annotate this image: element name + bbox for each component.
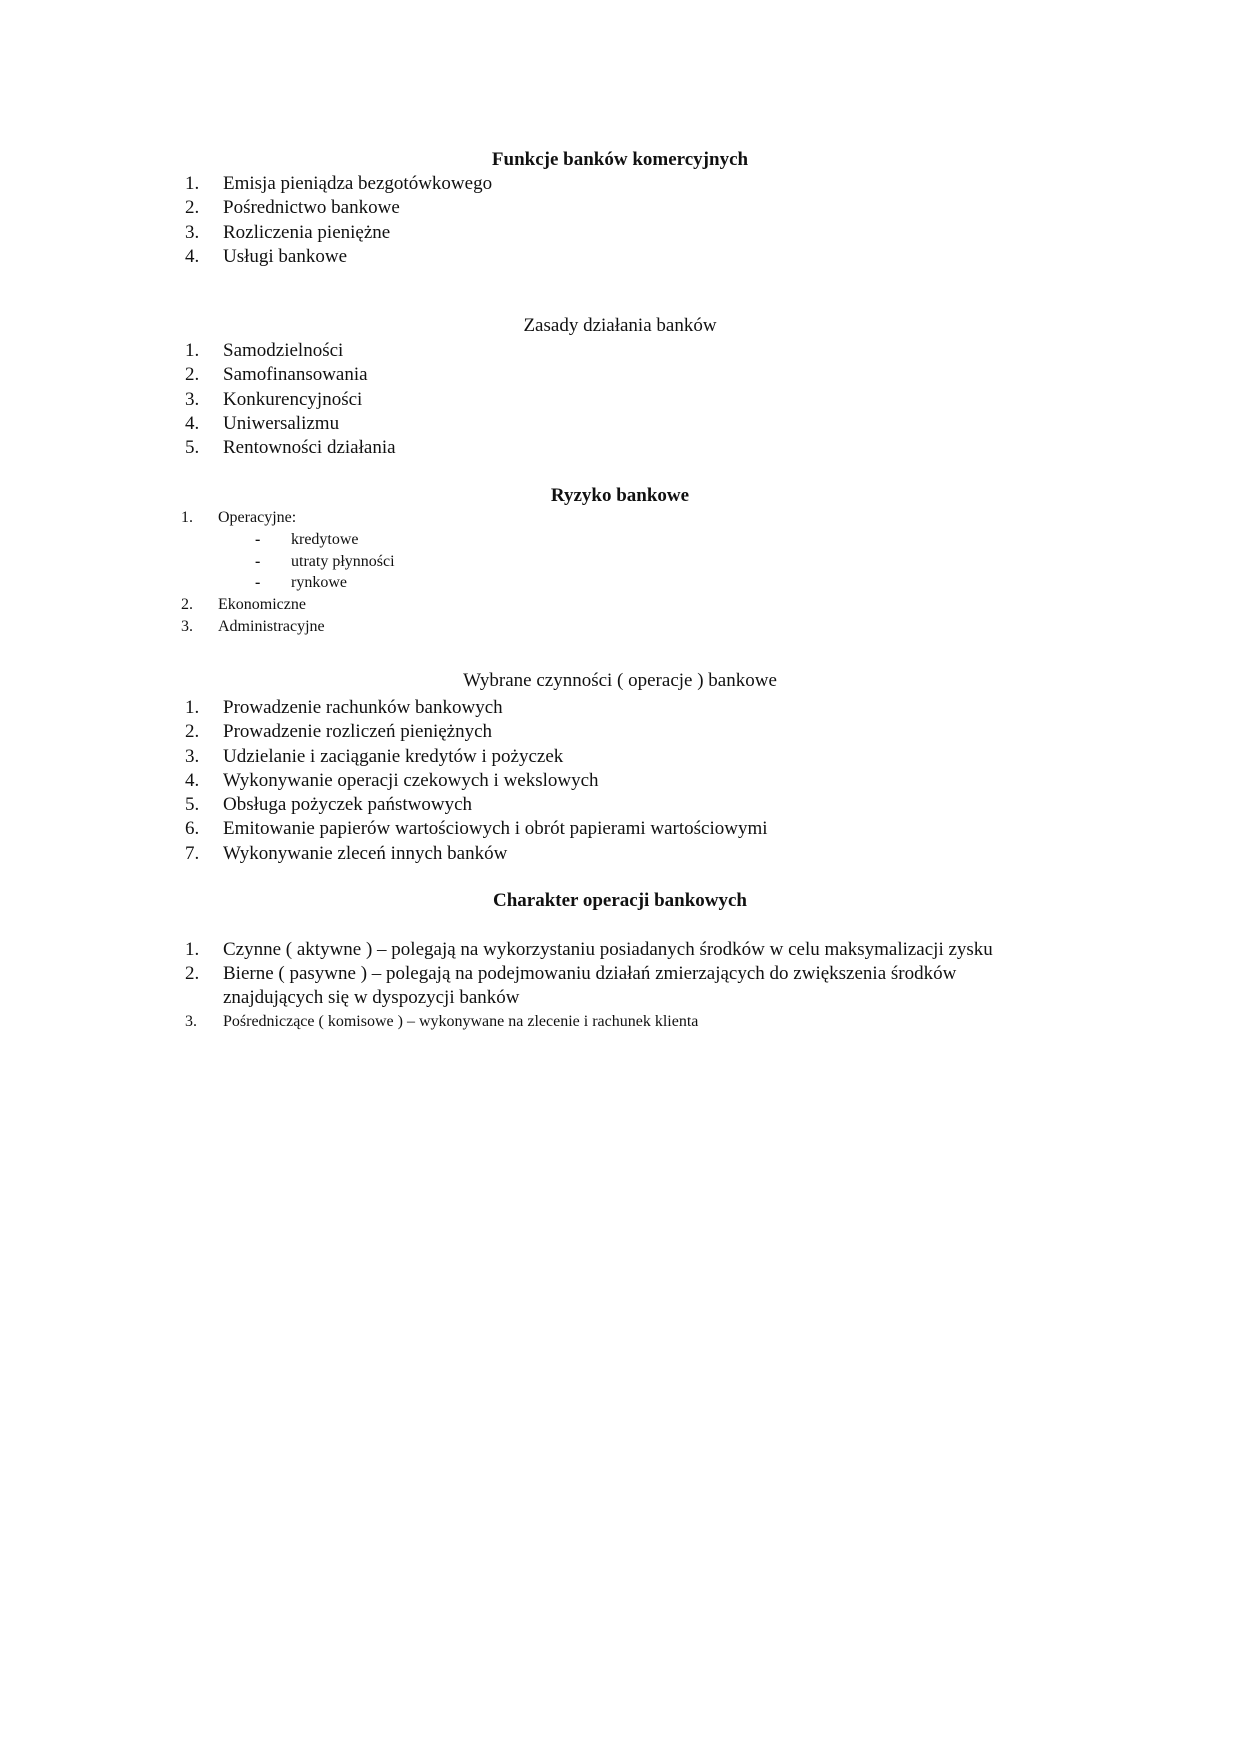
item-number: 4. <box>185 412 200 434</box>
dash-bullet: - <box>255 574 261 592</box>
list-item <box>0 696 1240 720</box>
item-text: Pośrednictwo bankowe <box>223 197 400 219</box>
item-number: 2. <box>185 197 200 219</box>
list-item <box>0 720 1240 744</box>
heading-charakter: Charakter operacji bankowych <box>492 890 748 911</box>
item-text: Administracyjne <box>218 617 325 635</box>
item-text: Bierne ( pasywne ) – polegają na podejmowaniu działań zmierzających do zwiększenia środków <box>223 963 957 985</box>
list-item <box>0 594 1240 616</box>
list-item <box>0 507 1240 529</box>
list-czynnosci <box>0 696 1240 866</box>
dash-bullet: - <box>255 552 261 570</box>
list-item <box>0 172 1240 196</box>
list-item <box>0 363 1240 387</box>
item-number: 1. <box>185 939 200 960</box>
item-number: 3. <box>185 388 200 410</box>
item-text: Emisja pieniądza bezgotówkowego <box>223 173 493 194</box>
list-item <box>0 793 1240 817</box>
item-number: 2. <box>185 963 200 985</box>
list-item <box>0 436 1240 460</box>
item-text: Prowadzenie rozliczeń pieniężnych <box>223 721 493 743</box>
item-text: Czynne ( aktywne ) – polegają na wykorzystaniu posiadanych środków w celu maksymalizacji zysku <box>223 939 993 960</box>
sublist-ryzyko-operacyjne <box>0 529 1240 594</box>
item-text: Uniwersalizmu <box>223 412 340 434</box>
item-text: Samodzielności <box>223 340 344 361</box>
item-text: Usługi bankowe <box>223 245 348 267</box>
item-number: 7. <box>185 842 200 864</box>
item-text: Konkurencyjności <box>223 388 363 410</box>
list-item <box>0 842 1240 866</box>
item-text: Rentowności działania <box>223 437 396 459</box>
item-text-continuation: znajdujących się w dyspozycji banków <box>223 987 520 1009</box>
item-text: Wykonywanie zleceń innych banków <box>223 842 508 864</box>
item-number: 3. <box>185 745 200 767</box>
item-number: 1. <box>181 509 193 526</box>
item-number: 2. <box>181 596 193 613</box>
list-item <box>0 412 1240 436</box>
item-text: Udzielanie i zaciąganie kredytów i pożyczek <box>223 745 564 767</box>
item-number: 6. <box>185 818 200 840</box>
sub-list-item <box>0 572 1240 594</box>
list-item <box>0 221 1240 245</box>
list-charakter-cont <box>0 1011 1240 1033</box>
list-item <box>0 245 1240 269</box>
list-funkcje <box>0 172 1240 269</box>
item-number: 1. <box>185 173 200 194</box>
item-text: Rozliczenia pieniężne <box>223 221 391 243</box>
list-charakter <box>0 938 1240 1011</box>
list-item <box>0 1011 1240 1033</box>
list-item <box>0 817 1240 841</box>
list-item <box>0 938 1240 962</box>
item-number: 3. <box>181 617 193 635</box>
list-zasady <box>0 339 1240 460</box>
item-text: kredytowe <box>291 531 359 548</box>
item-number: 2. <box>185 721 200 743</box>
item-text: Ekonomiczne <box>218 596 306 613</box>
item-text: Prowadzenie rachunków bankowych <box>223 697 503 718</box>
heading-funkcje: Funkcje banków komercyjnych <box>491 149 749 170</box>
item-text: Obsługa pożyczek państwowych <box>223 794 473 816</box>
item-text: Pośredniczące ( komisowe ) – wykonywane na zlecenie i rachunek klienta <box>223 1013 699 1030</box>
heading-czynnosci: Wybrane czynności ( operacje ) bankowe <box>463 670 777 691</box>
list-ryzyko <box>0 507 1240 529</box>
list-item <box>0 339 1240 363</box>
item-number: 2. <box>185 364 200 386</box>
list-item <box>0 388 1240 412</box>
item-text: Operacyjne: <box>218 509 297 526</box>
list-item <box>0 745 1240 769</box>
item-number: 3. <box>185 221 200 243</box>
heading-ryzyko: Ryzyko bankowe <box>550 485 690 506</box>
sub-list-item <box>0 551 1240 573</box>
item-text: Emitowanie papierów wartościowych i obrót papierami wartościowymi <box>223 818 768 840</box>
sub-list-item <box>0 529 1240 551</box>
item-number: 4. <box>185 245 200 267</box>
item-number: 1. <box>185 697 200 718</box>
item-text: Wykonywanie operacji czekowych i wekslowych <box>223 769 599 791</box>
list-ryzyko-cont <box>0 594 1240 637</box>
item-number: 1. <box>185 340 200 361</box>
list-item <box>0 769 1240 793</box>
item-number: 3. <box>185 1013 197 1030</box>
list-item <box>0 962 1240 1011</box>
list-item <box>0 616 1240 638</box>
item-text: rynkowe <box>291 574 347 592</box>
list-item <box>0 196 1240 220</box>
item-number: 5. <box>185 437 200 459</box>
heading-zasady: Zasady działania banków <box>523 315 717 336</box>
item-number: 5. <box>185 794 200 816</box>
item-text: Samofinansowania <box>223 364 368 386</box>
item-text: utraty płynności <box>291 552 395 570</box>
item-number: 4. <box>185 769 200 791</box>
dash-bullet: - <box>255 531 261 548</box>
